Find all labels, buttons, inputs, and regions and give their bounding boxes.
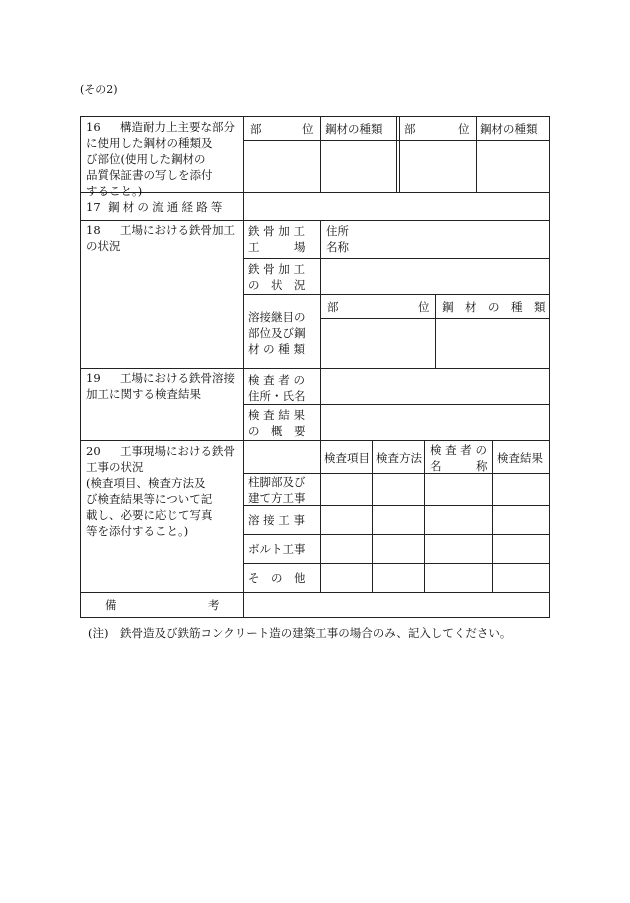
- row20-col-line-2: [372, 440, 373, 592]
- row16-header-part2-b: 位: [458, 122, 470, 136]
- row16-desc-2: に使用した鋼材の種類及: [86, 136, 213, 150]
- row19-number: 19: [86, 371, 101, 385]
- row20-desc-6: 等を添付すること。): [86, 524, 189, 538]
- row18-bottom-line: [80, 368, 550, 369]
- row17-number: 17: [86, 200, 101, 214]
- row18-weld-1: 溶接継目の: [248, 310, 306, 324]
- row16-header-steel: 鋼材の種類: [325, 122, 383, 136]
- row18-factory-2: 工 場: [248, 240, 306, 254]
- row18-weld-steel: 鋼 材 の 種 類: [442, 300, 546, 314]
- row18-status-2: の 状 況: [248, 278, 306, 292]
- row20-col-line-3: [424, 440, 425, 592]
- remarks-label-b: 考: [208, 598, 220, 612]
- desc-column-line: [243, 116, 244, 618]
- row19-inspector-line: [243, 404, 550, 405]
- border-left: [80, 116, 81, 618]
- row20-row4-label: そ の 他: [248, 571, 306, 585]
- row16-double-line-a: [396, 116, 397, 192]
- border-bottom: [80, 617, 550, 618]
- row19-inspector-1: 検 査 者 の: [248, 373, 305, 387]
- row20-header-method: 検査方法: [376, 451, 422, 465]
- row19-result-2: の 概 要: [248, 424, 306, 438]
- row19-label-line: [320, 368, 321, 440]
- row18-status-line: [243, 294, 550, 295]
- row20-desc-3: (検査項目、検査方法及: [86, 476, 206, 490]
- steel-report-form: [80, 116, 550, 618]
- row18-desc-2: の状況: [86, 239, 121, 253]
- row16-double-line-b: [399, 116, 400, 192]
- row20-row2-label: 溶 接 工 事: [248, 513, 305, 527]
- row20-row3-label: ボルト工事: [248, 542, 306, 556]
- row16-desc-1: 構造耐力上主要な部分: [120, 120, 235, 134]
- row20-line-3: [243, 563, 550, 564]
- row16-bottom-line: [80, 192, 550, 193]
- row16-col-line-3: [476, 116, 477, 192]
- row16-desc-4: 品質保証書の写しを添付: [86, 168, 213, 182]
- row18-weld-2: 部位及び鋼: [248, 326, 306, 340]
- row20-header-item: 検査項目: [324, 451, 370, 465]
- row16-desc-5: すること。): [86, 184, 143, 198]
- row16-header-part-b: 位: [302, 122, 314, 136]
- row20-number: 20: [86, 444, 101, 458]
- row16-col-line-1: [320, 116, 321, 192]
- row18-status-1: 鉄 骨 加 工: [248, 262, 305, 276]
- row19-bottom-line: [80, 440, 550, 441]
- row19-result-1: 検 査 結 果: [248, 408, 305, 422]
- row20-header-inspector-2: 名 称: [430, 459, 488, 473]
- row20-line-2: [243, 534, 550, 535]
- row19-desc-2: 加工に関する検査結果: [86, 387, 201, 401]
- row20-col-line-4: [492, 440, 493, 592]
- row19-inspector-2: 住所・氏名: [248, 389, 306, 403]
- border-right: [549, 116, 550, 618]
- row16-desc-3: び部位(使用した鋼材の: [86, 152, 206, 166]
- row18-name-label: 名称: [326, 240, 349, 254]
- row20-bottom-line: [80, 592, 550, 593]
- row16-header-steel2: 鋼材の種類: [480, 122, 538, 136]
- row18-address-label: 住所: [326, 224, 349, 238]
- footnote: (注) 鉄骨造及び鉄筋コンクリート造の建築工事の場合のみ、記入してください。: [88, 626, 512, 640]
- row18-number: 18: [86, 223, 101, 237]
- row17-bottom-line: [80, 220, 550, 221]
- row18-label-line: [320, 220, 321, 368]
- row18-factory-line: [243, 258, 550, 259]
- page-label: (その2): [80, 83, 118, 96]
- row16-header-part-a: 部: [250, 122, 262, 136]
- row18-weld-part-a: 部: [327, 300, 339, 314]
- row18-weld-split-line: [435, 294, 436, 368]
- border-top: [80, 116, 550, 117]
- row18-desc-1: 工場における鉄骨加工: [120, 223, 235, 237]
- row20-row1-label-2: 建て方工事: [248, 491, 306, 505]
- row20-desc-5: 載し、必要に応じて写真: [86, 508, 213, 522]
- row16-number: 16: [86, 120, 101, 134]
- row18-weld-3: 材 の 種 類: [248, 342, 305, 356]
- row18-factory-1: 鉄 骨 加 工: [248, 224, 305, 238]
- row20-col-line-1: [320, 440, 321, 592]
- row20-header-inspector-1: 検 査 者 の: [430, 443, 487, 457]
- row19-desc-1: 工場における鉄骨溶接: [120, 371, 235, 385]
- row20-row1-label-1: 柱脚部及び: [248, 475, 306, 489]
- row17-desc: 鋼材の流通経路等: [108, 200, 226, 214]
- row20-desc-4: び検査結果等について記: [86, 492, 213, 506]
- row18-weld-part-b: 位: [418, 300, 430, 314]
- row16-header-part2-a: 部: [404, 122, 416, 136]
- row20-desc-1: 工事現場における鉄骨: [120, 444, 235, 458]
- row20-desc-2: 工事の状況: [86, 460, 144, 474]
- remarks-label-a: 備: [105, 598, 117, 612]
- row20-header-result: 検査結果: [497, 451, 543, 465]
